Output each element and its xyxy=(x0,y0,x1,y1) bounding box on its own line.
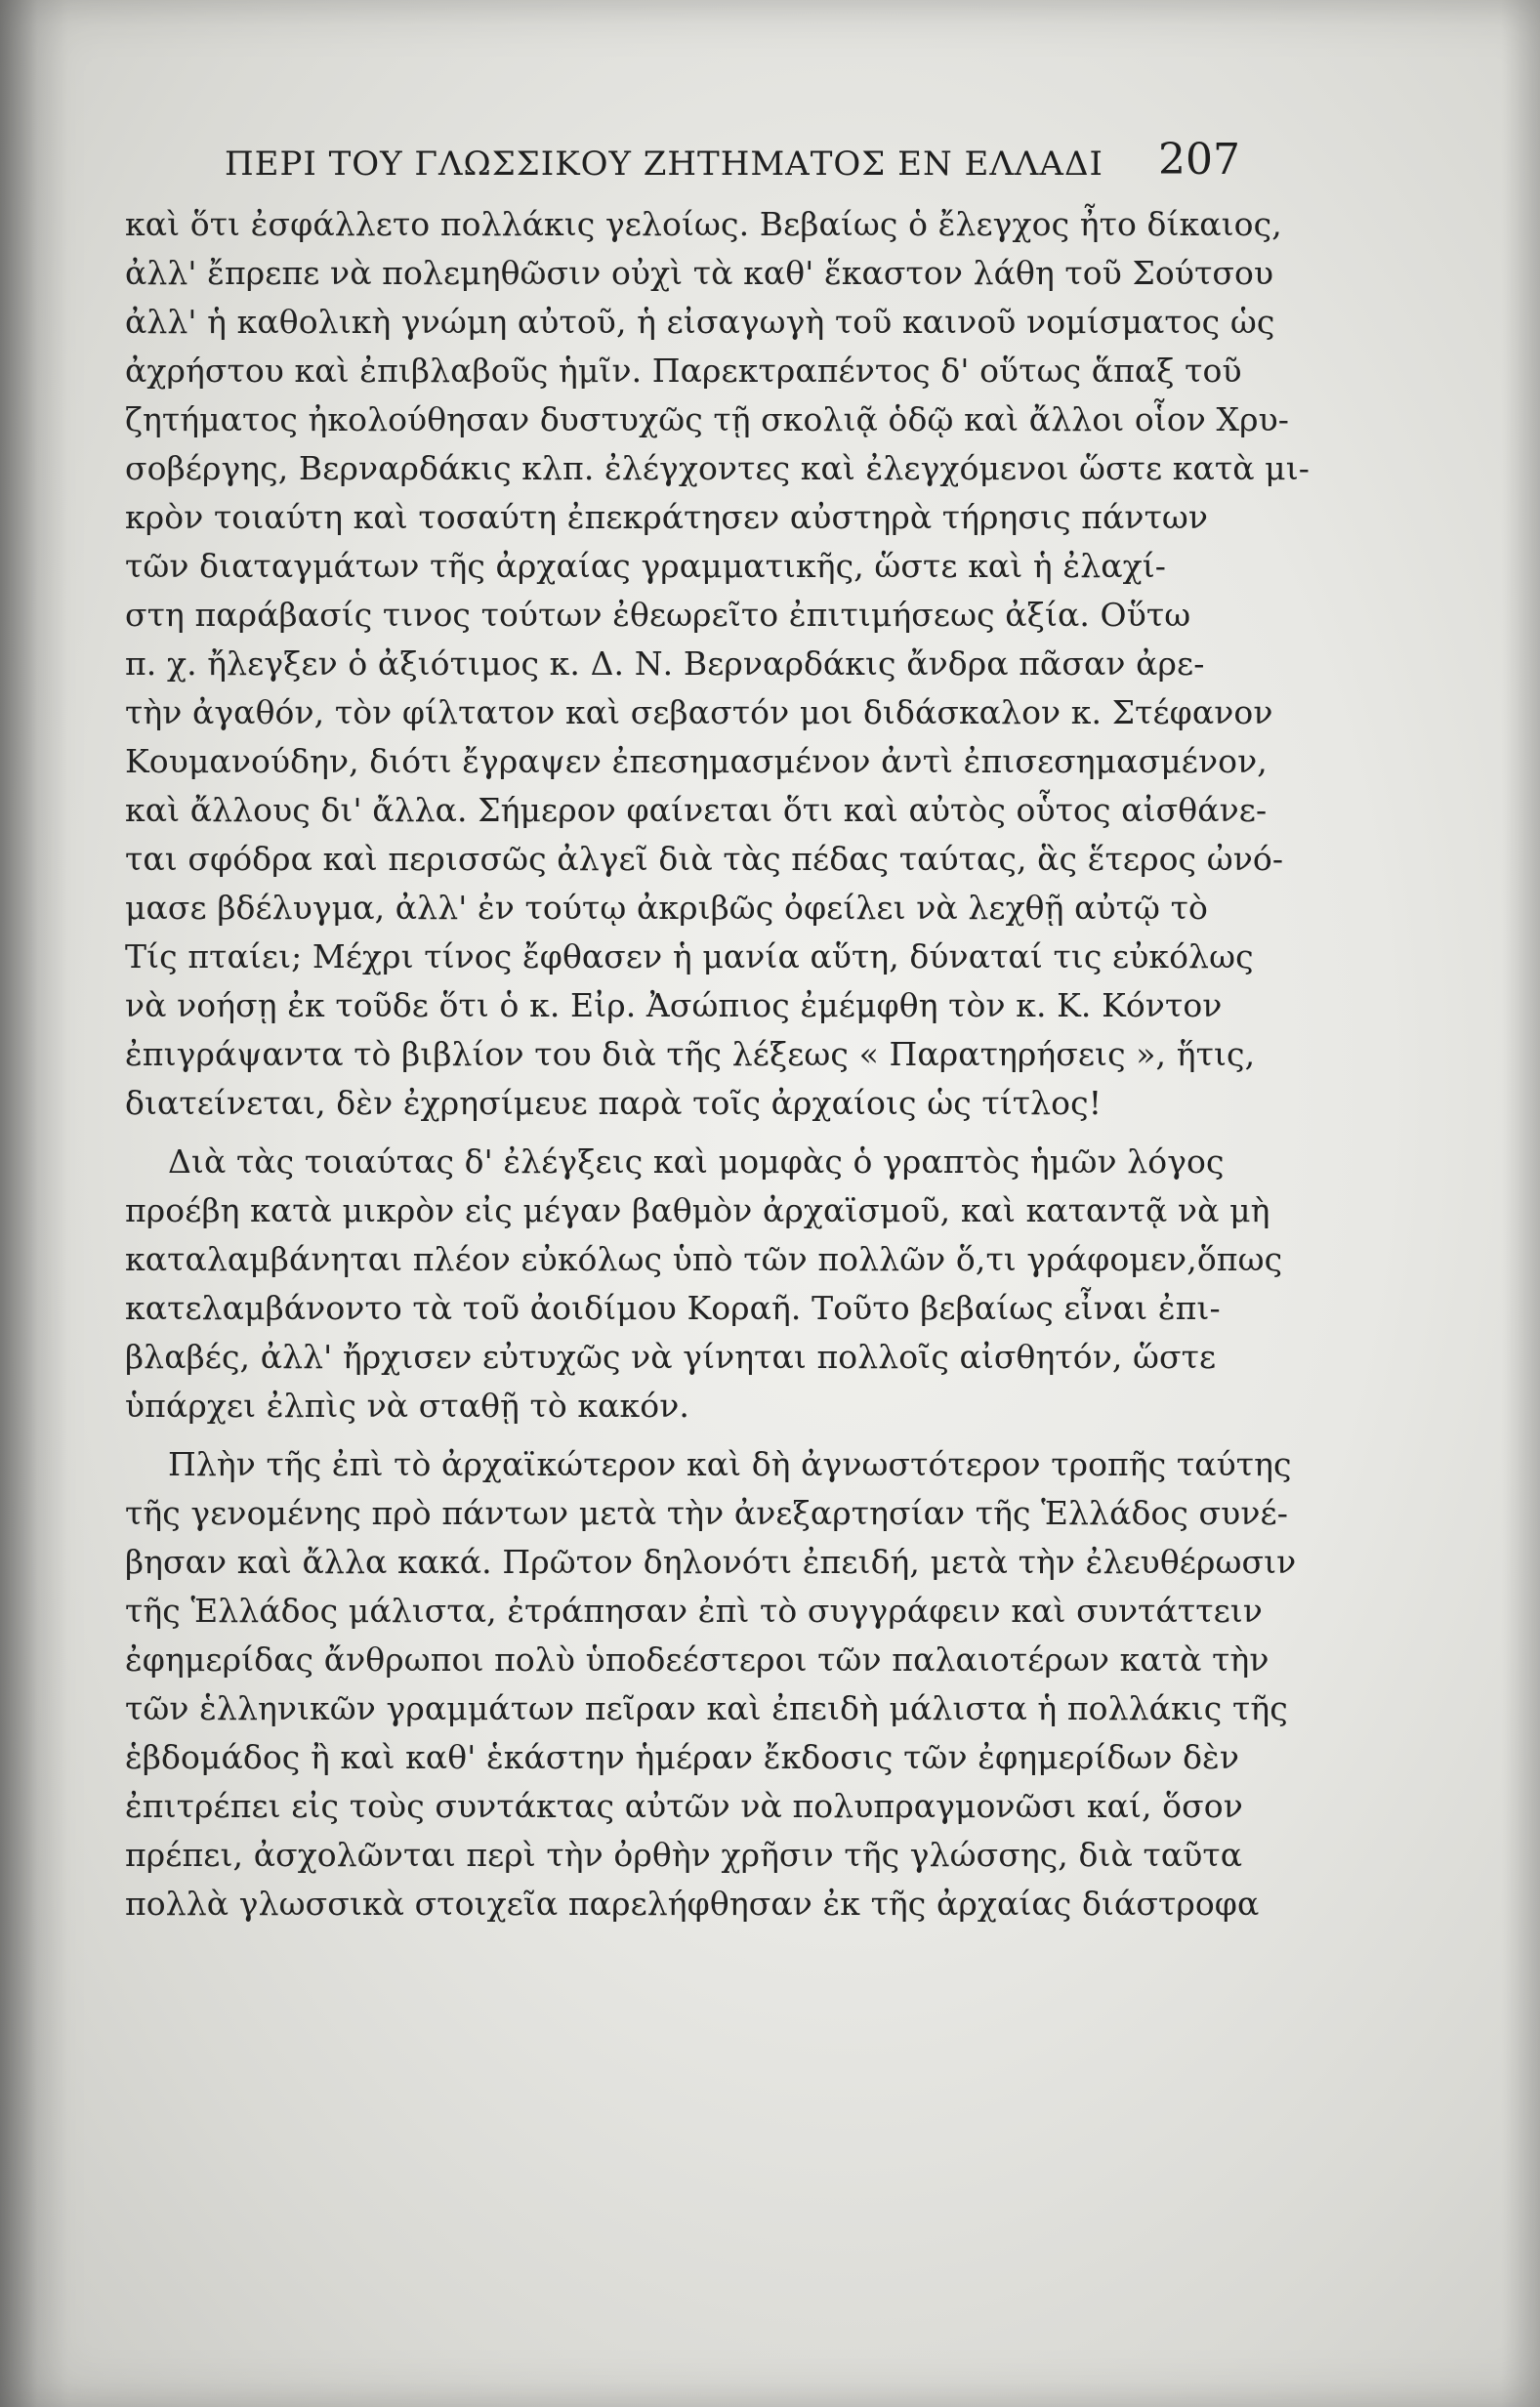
text-line: νὰ νοήσῃ ἐκ τοῦδε ὅτι ὁ κ. Εἰρ. Ἀσώπιος ἐμέμφθη τὸν κ. Κ. Κόντον xyxy=(125,986,1223,1024)
text-line: ἀλλ' ἡ καθολικὴ γνώμη αὐτοῦ, ἡ εἰσαγωγὴ τοῦ καινοῦ νομίσματος ὡς xyxy=(125,303,1275,341)
text-line: τῶν ἑλληνικῶν γραμμάτων πεῖραν καὶ ἐπειδὴ μάλιστα ἡ πολλάκις τῆς xyxy=(125,1689,1288,1727)
text-line: βλαβές, ἀλλ' ἤρχισεν εὐτυχῶς νὰ γίνηται πολλοῖς αἰσθητόν, ὥστε xyxy=(125,1338,1217,1376)
text-line: βησαν καὶ ἄλλα κακά. Πρῶτον δηλονότι ἐπειδή, μετὰ τὴν ἐλευθέρωσιν xyxy=(125,1543,1297,1581)
paragraph-start-line: Πλὴν τῆς ἐπὶ τὸ ἀρχαϊκώτερον καὶ δὴ ἀγνωστότερον τροπῆς ταύτης xyxy=(168,1445,1292,1483)
text-line: τῶν διαταγμάτων τῆς ἀρχαίας γραμματικῆς, ὥστε καὶ ἡ ἐλαχί- xyxy=(125,547,1166,585)
text-line: στη παράβασίς τινος τούτων ἐθεωρεῖτο ἐπιτιμήσεως ἀξία. Οὕτω xyxy=(125,596,1191,634)
body-text xyxy=(125,205,1311,2158)
text-line: καὶ ἄλλους δι' ἄλλα. Σήμερον φαίνεται ὅτι καὶ αὐτὸς οὗτος αἰσθάνε- xyxy=(125,791,1268,829)
text-line: ἀλλ' ἔπρεπε νὰ πολεμηθῶσιν οὐχὶ τὰ καθ' ἕκαστον λάθη τοῦ Σούτσου xyxy=(125,254,1274,292)
text-line: Κουμανούδην, διότι ἔγραψεν ἐπεσημασμένον ἀντὶ ἐπισεσημασμένον, xyxy=(125,742,1268,780)
text-line: ζητήματος ἠκολούθησαν δυστυχῶς τῇ σκολιᾷ ὁδῷ καὶ ἄλλοι οἷον Χρυ- xyxy=(125,400,1290,438)
paragraph-start-line: Διὰ τὰς τοιαύτας δ' ἐλέγξεις καὶ μομφὰς ὁ γραπτὸς ἡμῶν λόγος xyxy=(168,1142,1225,1181)
text-line: τὴν ἀγαθόν, τὸν φίλτατον καὶ σεβαστόν μοι διδάσκαλον κ. Στέφανον xyxy=(125,693,1273,731)
text-line: καὶ ὅτι ἐσφάλλετο πολλάκις γελοίως. Βεβαίως ὁ ἔλεγχος ἦτο δίκαιος, xyxy=(125,205,1282,243)
running-head xyxy=(225,135,1240,193)
text-line: πολλὰ γλωσσικὰ στοιχεῖα παρελήφθησαν ἐκ τῆς ἀρχαίας διάστροφα xyxy=(125,1885,1260,1923)
text-line: μασε βδέλυγμα, ἀλλ' ἐν τούτῳ ἀκριβῶς ὀφείλει νὰ λεχθῇ αὐτῷ τὸ xyxy=(125,889,1208,927)
text-line: ἀχρήστου καὶ ἐπιβλαβοῦς ἡμῖν. Παρεκτραπέντος δ' οὕτως ἅπαξ τοῦ xyxy=(125,352,1242,390)
text-line: κρὸν τοιαύτη καὶ τοσαύτη ἐπεκράτησεν αὐστηρὰ τήρησις πάντων xyxy=(125,498,1209,536)
page-number: 207 xyxy=(1158,135,1240,185)
text-line: κατελαμβάνοντο τὰ τοῦ ἀοιδίμου Κοραῆ. Τοῦτο βεβαίως εἶναι ἐπι- xyxy=(125,1289,1221,1327)
text-line: ἑβδομάδος ἢ καὶ καθ' ἑκάστην ἡμέραν ἔκδοσις τῶν ἐφημερίδων δὲν xyxy=(125,1738,1240,1776)
text-line: καταλαμβάνηται πλέον εὐκόλως ὑπὸ τῶν πολλῶν ὅ,τι γράφομεν,ὅπως xyxy=(125,1240,1283,1278)
page-header-title: ΠΕΡΙ ΤΟΥ ΓΛΩΣΣΙΚΟΥ ΖΗΤΗΜΑΤΟΣ ΕΝ ΕΛΛΑΔΙ xyxy=(225,145,1103,184)
text-line: ἐπιγράψαντα τὸ βιβλίον του διὰ τῆς λέξεως « Παρατηρήσεις », ἥτις, xyxy=(125,1035,1256,1073)
text-line: τῆς Ἑλλάδος μάλιστα, ἐτράπησαν ἐπὶ τὸ συγγράφειν καὶ συντάττειν xyxy=(125,1592,1263,1630)
text-line: ἐφημερίδας ἄνθρωποι πολὺ ὑποδεέστεροι τῶν παλαιοτέρων κατὰ τὴν xyxy=(125,1640,1269,1679)
text-line: ται σφόδρα καὶ περισσῶς ἀλγεῖ διὰ τὰς πέδας ταύτας, ἃς ἕτερος ὠνό- xyxy=(125,840,1284,878)
text-line: σοβέργης, Βερναρδάκις κλπ. ἐλέγχοντες καὶ ἐλεγχόμενοι ὥστε κατὰ μι- xyxy=(125,449,1311,487)
text-line: π. χ. ἤλεγξεν ὁ ἀξιότιμος κ. Δ. Ν. Βερναρδάκις ἄνδρα πᾶσαν ἀρε- xyxy=(125,644,1205,683)
text-line: πρέπει, ἀσχολῶνται περὶ τὴν ὀρθὴν χρῆσιν τῆς γλώσσης, διὰ ταῦτα xyxy=(125,1836,1243,1874)
text-line: ἐπιτρέπει εἰς τοὺς συντάκτας αὐτῶν νὰ πολυπραγμονῶσι καί, ὅσον xyxy=(125,1787,1243,1825)
text-line: Τίς πταίει; Μέχρι τίνος ἔφθασεν ἡ μανία αὕτη, δύναταί τις εὐκόλως xyxy=(125,937,1254,975)
text-line: τῆς γενομένης πρὸ πάντων μετὰ τὴν ἀνεξαρτησίαν τῆς Ἑλλάδος συνέ- xyxy=(125,1494,1288,1532)
text-line: προέβη κατὰ μικρὸν εἰς μέγαν βαθμὸν ἀρχαϊσμοῦ, καὶ καταντᾷ νὰ μὴ xyxy=(125,1191,1270,1229)
text-line: διατείνεται, δὲν ἐχρησίμευε παρὰ τοῖς ἀρχαίοις ὡς τίτλος! xyxy=(125,1084,1103,1122)
text-line: ὑπάρχει ἐλπὶς νὰ σταθῇ τὸ κακόν. xyxy=(125,1387,689,1425)
